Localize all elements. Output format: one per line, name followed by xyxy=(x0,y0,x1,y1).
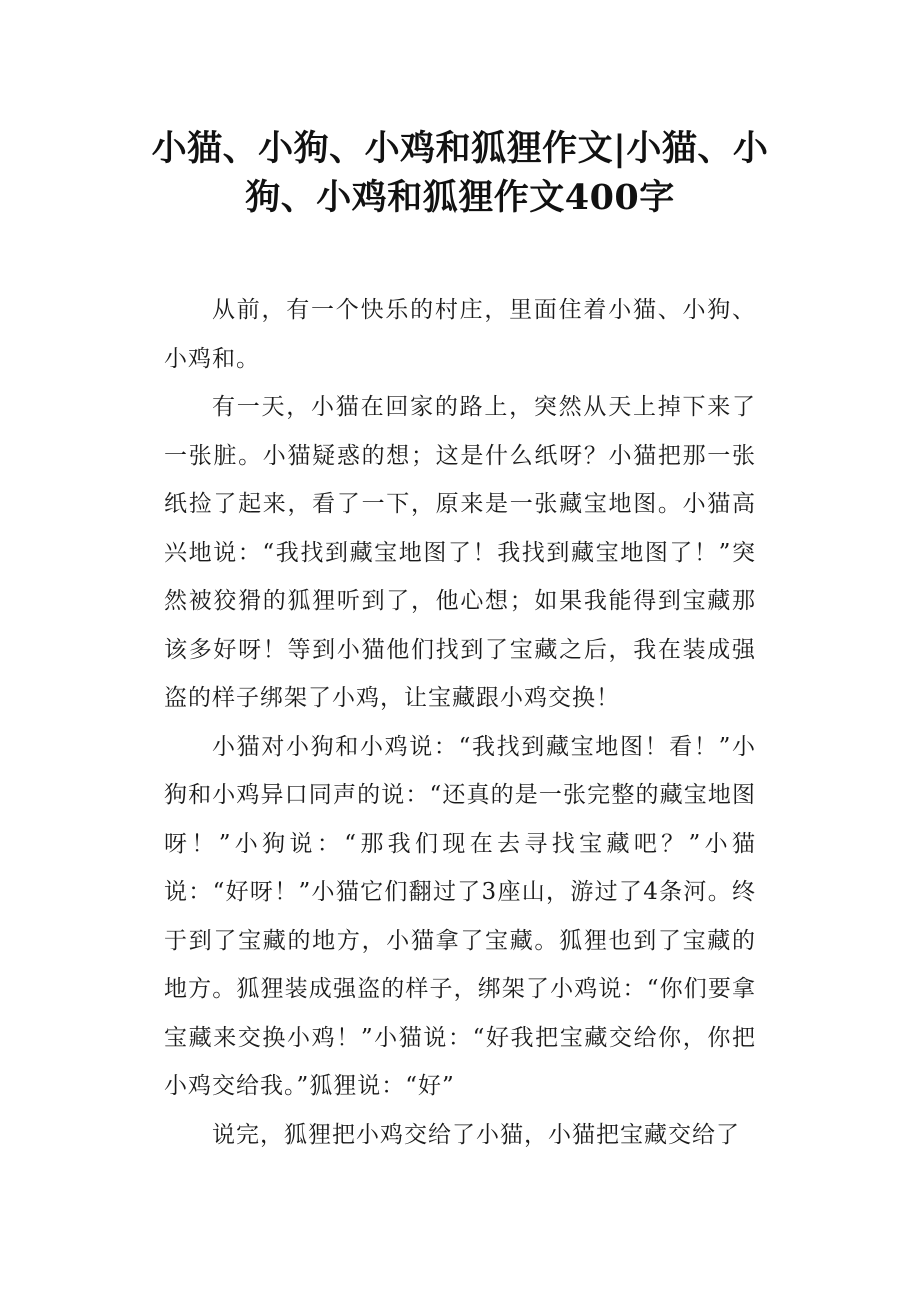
paragraph: 说完，狐狸把小鸡交给了小猫，小猫把宝藏交给了 xyxy=(212,1121,740,1148)
paragraph: 小猫对小狗和小鸡说：“我找到藏宝地图！看！”小狗和小鸡异口同声的说：“还真的是一张完整的藏宝地图呀！”小狗说：“那我们现在去寻找宝藏吧？”小猫说：“好呀！”小猫它们翻过了3座山，游过了4条河。终于到了宝藏的地方，小猫拿了宝藏。狐狸也到了宝藏的地方。狐狸装成强盗的样子，绑架了小鸡说：“你们要拿宝藏来交换小鸡！”小猫说：“好我把宝藏交给你，你把小鸡交给我。”狐狸说：“好” xyxy=(164,733,756,1099)
document-title: 小猫、小狗、小鸡和狐狸作文|小猫、小狗、小鸡和狐狸作文400字 xyxy=(151,128,769,218)
document-body xyxy=(164,286,756,1159)
paragraph: 从前，有一个快乐的村庄，里面住着小猫、小狗、小鸡和。 xyxy=(164,297,756,372)
paragraph: 有一天，小猫在回家的路上，突然从天上掉下来了一张脏。小猫疑惑的想；这是什么纸呀？小猫把那一张纸捡了起来，看了一下，原来是一张藏宝地图。小猫高兴地说：“我找到藏宝地图了！我找到藏宝地图了！”突然被狡猾的狐狸听到了，他心想；如果我能得到宝藏那该多好呀！等到小猫他们找到了宝藏之后，我在装成强盗的样子绑架了小鸡，让宝藏跟小鸡交换！ xyxy=(164,394,756,711)
